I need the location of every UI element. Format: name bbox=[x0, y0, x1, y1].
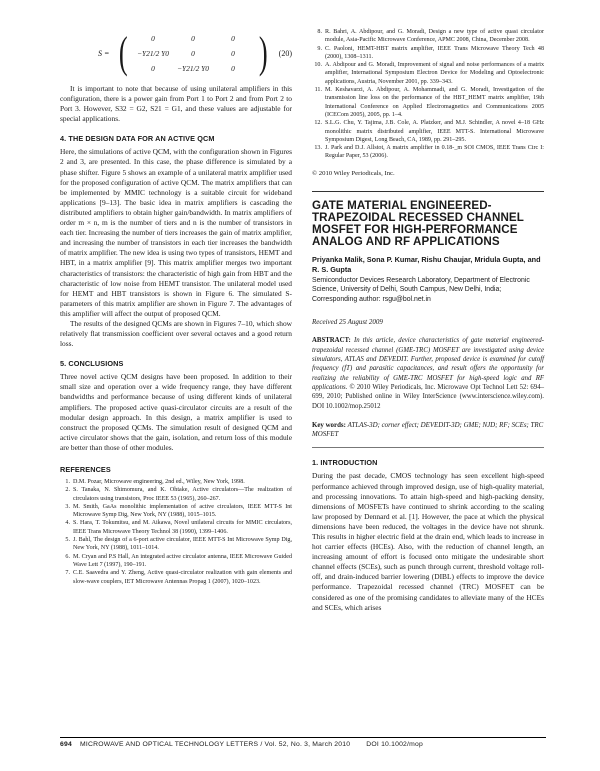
reference-item bbox=[60, 478, 292, 486]
equation-lhs: S = bbox=[98, 49, 110, 58]
received-date: Received 25 August 2009 bbox=[312, 318, 383, 327]
reference-item bbox=[312, 28, 544, 45]
reference-item bbox=[60, 553, 292, 570]
abstract-citation: © 2010 Wiley Periodicals, Inc. Microwave Opt Technol Lett 52: 694–699, 2010; Published online in Wiley InterScience (www.interscience.wiley.com). DOI 10.1002/mop.25012 bbox=[312, 383, 544, 410]
reference-number: 12. bbox=[314, 120, 322, 127]
reference-text: M. Keshavarzi, A. Abdipour, A. Mohammadi, and G. Moradi, Investigation of the transmission line loss on the performance of the HBT_HEMT matrix amplifier, 19th International Conference on Applied Electromagnetics and Communications 2005 (ICECom 2005), 2005, pp. 1–4. bbox=[325, 87, 544, 118]
reference-item bbox=[312, 144, 544, 161]
reference-item bbox=[60, 569, 292, 586]
reference-text: S. Tanaka, N. Shimomura, and K. Ohtake, Active circulators—The realization of circulators using transistors, Proc IEEE 53 (1965), 260–267. bbox=[73, 487, 292, 502]
page-number: 694 bbox=[60, 741, 72, 748]
footer-doi: DOI 10.1002/mop bbox=[366, 741, 423, 748]
reference-number: 1. bbox=[65, 479, 70, 485]
equation-20 bbox=[60, 28, 292, 84]
matrix-cell: 0 bbox=[151, 64, 155, 73]
reference-text: D.M. Pozar, Microwave engineering, 2nd ed., Wiley, New York, 1998. bbox=[73, 479, 245, 485]
matrix-cell: −Y21/2 Y0 bbox=[177, 64, 209, 73]
reference-text: M. Smith, GaAs monolithic implementation of active circulators, IEEE MTT-S Int Microwave Symp Dig, New York, NY (1988), 1015–1015. bbox=[73, 503, 292, 519]
abstract-body: In this article, device characteristics of gate material engineered-trapezoidal recessed channel (GME-TRC) MOSFET are investigated using device simulators, ATLAS and DEVEDIT. Further, proposed device is examined for cutoff frequency (fT) and parasitic capacitances, and result offers the opportunity for realizing the reliability of GME-TRC MOSFET for high-speed logic and RF applications. bbox=[312, 337, 545, 391]
section-4-heading: 4. THE DESIGN DATA FOR AN ACTIVE QCM bbox=[60, 134, 215, 144]
reference-text: J. Park and D.J. Allstot, A matrix amplifier in 0.18-_m SOI CMOS, IEEE Trans Circ I: Regular Paper, 53 (2006). bbox=[325, 145, 544, 160]
introduction-paragraph: During the past decade, CMOS technology has seen excellent high-speed performance achieved through improved design, use of high-quality material, and processing innovations. To attain high-speed and high-packing density, dimensions of MOSFETs have continued to shrink according to the scaling law proposed by Dennard et al. [1]. However, the pace at which the physical dimensions have been reduced, the voltages in the device have not shrunk. This results in higher electric field at the drain end, which leads to increase in hot carrier effects (HCEs). Also, with the reduction of channel length, an increasing amount of effort is focused onto mitigate the undesirable short channel effects (SCEs), such as punch through current, threshold voltage roll-off, and drain-induced barrier lowering (DIBL) effects to improve the device performance. Trapezoidal recessed channel (TRC) MOSFET can be considered as one of the promising candidates to alleviate many of the HCEs and SCEs, which arises bbox=[312, 471, 544, 612]
page-footer bbox=[60, 737, 546, 748]
matrix-cell: 0 bbox=[191, 49, 195, 58]
reference-text: C. Paoloni, HEMT-HBT matrix amplifier, IEEE Trans Microwave Theory Tech 48 (2000), 1308–1311. bbox=[325, 45, 544, 60]
reference-item bbox=[60, 486, 292, 503]
reference-number: 9. bbox=[317, 45, 322, 52]
section-5-heading: 5. CONCLUSIONS bbox=[60, 359, 124, 369]
reference-text: A. Abdipour and G. Moradi, Improvement of signal and noise performances of a matrix amplifier, International Symposium Electron Device for Modeling and Optoelectronic applications, Austria, November 2001, pp. 339–343. bbox=[325, 62, 544, 85]
left-column bbox=[60, 28, 292, 586]
reference-number: 5. bbox=[65, 537, 70, 544]
article-affiliation: Semiconductor Devices Research Laboratory, Department of Electronic Science, University of Delhi, South Campus, New Delhi, India; Corresponding author: rsgu@bol.net.in bbox=[312, 276, 530, 303]
matrix-cell: 0 bbox=[191, 34, 195, 43]
introduction-heading: 1. INTRODUCTION bbox=[312, 458, 378, 468]
reference-item bbox=[312, 86, 544, 119]
reference-number: 8. bbox=[317, 29, 322, 35]
reference-number: 7. bbox=[65, 570, 70, 577]
journal-line: MICROWAVE AND OPTICAL TECHNOLOGY LETTERS / Vol. 52, No. 3, March 2010 bbox=[80, 741, 351, 748]
section-4-paragraph-1: Here, the simulations of active QCM, with the configuration shown in Figures 2 and 3, are presented. In this case, the phase difference is simulated by a phase shifter. Figure 5 shows an example of a unilateral matrix amplifier used for the proposed configuration of active QCM. The matrix amplifiers that can be implemented by MMIC technology is a suitable circuit for wideband applications [9–13]. The basic idea in matrix amplifiers is cascading the distributed amplifiers to obtain higher gain/bandwidth. In matrix amplifiers of order m × n, m is the number of tiers and n is the number of transistors in each tier. Increasing the number of tiers increases the gain of matrix amplifier, and increasing the number of transistors in each tier increases the bandwidth of matrix amplifier. The new idea is using two types of transistors, HEMT and HBT, in a matrix amplifier [9]. This matrix amplifier merges two important characteristics of transistors: the characteristic of high gain from HBT and the characteristic of low noise from HEMT transistor. The unilateral model used for HEMT and HBT transistors is shown in Figure 6. The simulated S-parameters of this matrix amplifier are shown in Figure 7. The advantages of this amplifier will affect the output of proposed QCM. bbox=[60, 147, 292, 318]
matrix-cell: 0 bbox=[231, 64, 235, 73]
article-authors: Priyanka Malik, Sona P. Kumar, Rishu Chaujar, Mridula Gupta, and R. S. Gupta bbox=[312, 254, 541, 274]
intro-paragraph: It is important to note that because of using unilateral amplifiers in this configuration, there is a power gain from Port 1 to Port 2 and from Port 2 to Port 3. However, S32 = G2, S21 = G1, and these values are adjustable for special applications. bbox=[60, 84, 292, 124]
matrix-cell: 0 bbox=[231, 49, 235, 58]
keywords-list: ATLAS-3D; corner effect; DEVEDIT-3D; GME; NJD; RF; SCEs; TRC MOSFET bbox=[312, 421, 544, 439]
reference-item bbox=[312, 119, 544, 144]
references-heading: REFERENCES bbox=[60, 465, 111, 474]
reference-text: S.L.G. Chu, Y. Tajima, J.B. Cole, A. Platzker, and M.J. Schindler, A novel 4–18 GHz monolithic matrix distributed amplifier, IEEE MTT-S. International Microwave Symposium Digest, Long Beach, CA, 1989, pp. 291–295. bbox=[325, 120, 544, 143]
section-5-paragraph: Three novel active QCM designs have been proposed. In addition to their small size and operation over a wide frequency range, they have different bandwidths and performance because of using different kinds of unilateral amplifiers. The proposed active quasi-circulator circuits are a result of the modular design approach. In this design, a matrix amplifier is used to construct the proposed QCMs. The simulation result of designed QCM and active circulator shows that the gain, isolation, and return loss of this module are better than those of other modules. bbox=[60, 372, 292, 452]
section-4-paragraph-2: The results of the designed QCMs are shown in Figures 7–10, which show relatively flat transmission coefficient over several octaves and a good return loss. bbox=[60, 318, 292, 349]
article-title: GATE MATERIAL ENGINEERED-TRAPEZOIDAL RECESSED CHANNEL MOSFET FOR HIGH-PERFORMANCE ANALOG AND RF APPLICATIONS bbox=[312, 198, 524, 249]
keywords bbox=[312, 421, 544, 440]
reference-text: S. Hara, T. Tokumitsu, and M. Aikawa, Novel unilateral circuits for MMIC circulators, IEEE Trans Microwave Theory Technol 38 (1990), 1399–1406. bbox=[73, 520, 292, 535]
keywords-label: Key words: bbox=[312, 421, 346, 429]
reference-item bbox=[60, 536, 292, 553]
reference-list-right bbox=[312, 28, 544, 161]
right-paren: ) bbox=[258, 28, 268, 77]
reference-number: 11. bbox=[314, 87, 322, 94]
reference-text: J. Bahl, The design of a 6-port active circulator, IEEE MTT-S Int Microwave Symp Dig, New York, NY (1988), 1011–1014. bbox=[73, 537, 292, 552]
reference-number: 13. bbox=[314, 145, 322, 152]
equation-number: (20) bbox=[278, 49, 292, 58]
reference-number: 2. bbox=[65, 487, 70, 494]
matrix-cell: −Y21/2 Y0 bbox=[137, 49, 169, 58]
reference-text: M. Cryan and P.S Hall, An integrated active circulator antenna, IEEE Microwave Guided Wave Lett 7 (1997), 190–191. bbox=[73, 553, 292, 568]
reference-item bbox=[312, 61, 544, 86]
left-paren: ( bbox=[118, 28, 128, 77]
article-divider bbox=[312, 191, 544, 192]
copyright: © 2010 Wiley Periodicals, Inc. bbox=[312, 169, 395, 177]
right-column bbox=[312, 28, 544, 613]
reference-text: C.E. Saavedra and Y. Zheng, Active quasi-circulator realization with gain elements and slow-wave couplers, IET Microwave Antennas Propag 1 (2007), 1020–1023. bbox=[73, 570, 292, 585]
reference-number: 4. bbox=[65, 520, 70, 527]
abstract-label: ABSTRACT: bbox=[312, 337, 351, 345]
reference-number: 10. bbox=[314, 62, 322, 69]
reference-item bbox=[312, 45, 544, 62]
reference-text: R. Bahri, A. Abdipour, and G. Moradi, Design a new type of active quasi circulator module, Asia-Pacific Microwave Conference, APMC 2008, China, December 2008. bbox=[325, 29, 544, 44]
abstract bbox=[312, 336, 544, 410]
reference-number: 3. bbox=[65, 503, 70, 510]
reference-number: 6. bbox=[65, 553, 70, 560]
keywords-divider bbox=[312, 447, 544, 448]
reference-list-left bbox=[60, 478, 292, 586]
matrix-cell: 0 bbox=[151, 34, 155, 43]
reference-item bbox=[60, 519, 292, 536]
reference-item bbox=[60, 503, 292, 520]
matrix-cell: 0 bbox=[231, 34, 235, 43]
